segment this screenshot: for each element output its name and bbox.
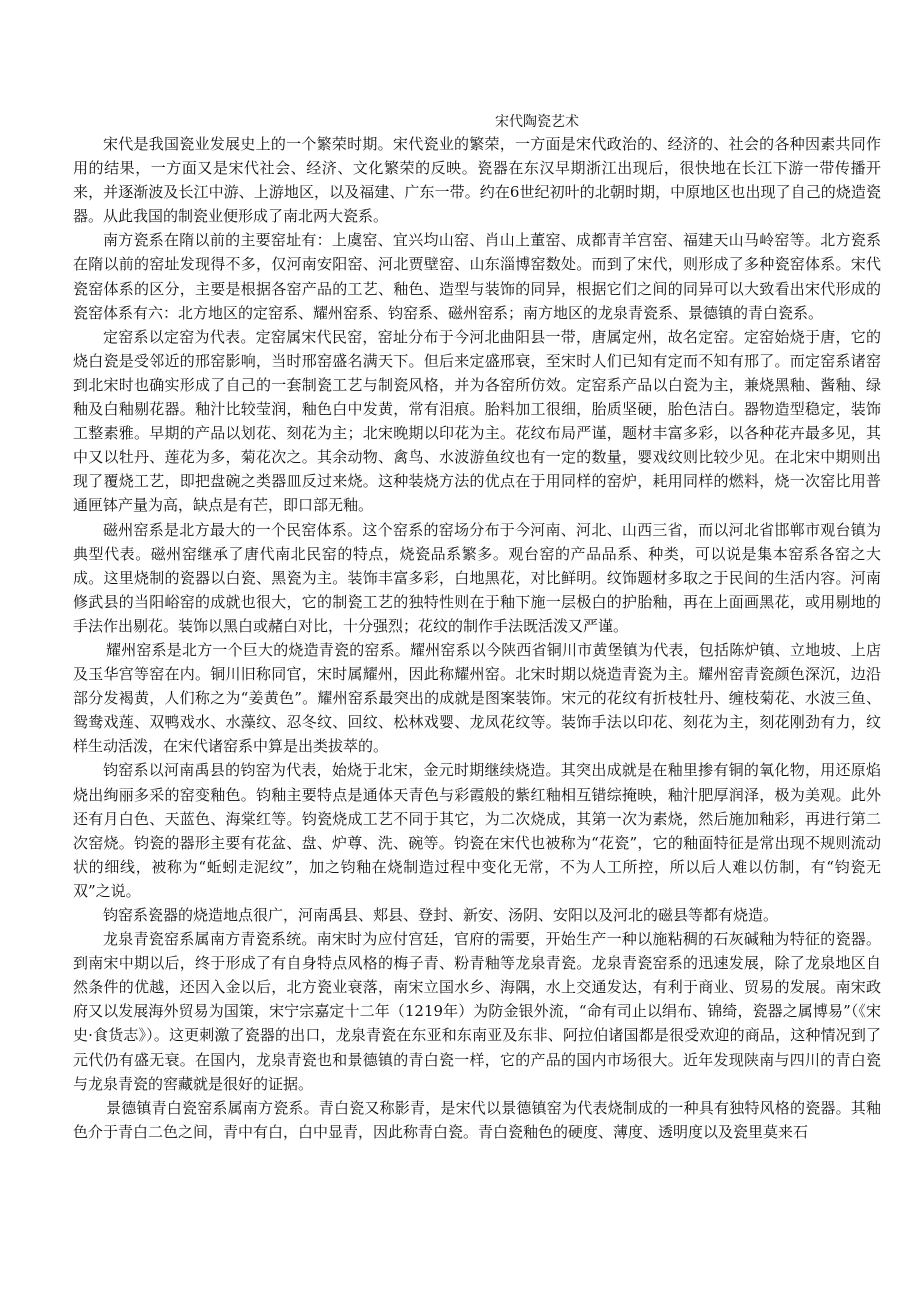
paragraph-yaozhou-kiln: 耀州窑系是北方一个巨大的烧造青瓷的窑系。耀州窑系以今陕西省铜川市黄堡镇为代表，包括陈炉镇、立地坡、上店及玉华宫等窑在内。铜川旧称同官，宋时属耀州，因此称耀州窑。北宋时期以烧造青瓷为主。耀州窑青瓷颜色深沉，边沿部分发褐黄，人们称之为“姜黄色”。耀州窑系最突出的成就是图案装饰。宋元的花纹有折枝牡丹、缠枝菊花、水波三鱼、鸳鸯戏莲、双鸭戏水、水藻纹、忍冬纹、回纹、松林戏婴、龙凤花纹等。装饰手法以印花、刻花为主，刻花刚劲有力，纹样生动活泼，在宋代诸窑系中算是出类拔萃的。 (73, 640, 881, 756)
document-title: 宋代陶瓷艺术 (495, 114, 579, 130)
paragraph-intro: 宋代是我国瓷业发展史上的一个繁荣时期。宋代瓷业的繁荣，一方面是宋代政治的、经济的、社会的各种因素共同作用的结果，一方面又是宋代社会、经济、文化繁荣的反映。瓷器在东汉早期浙江出现后，很快地在长江下游一带传播开来，并逐渐波及长江中游、上游地区，以及福建、广东一带。约在6世纪初叶的北朝时期，中原地区也出现了自己的烧造瓷器。从此我国的制瓷业便形成了南北两大瓷系。 (73, 135, 881, 226)
paragraph-cizhou-kiln: 磁州窑系是北方最大的一个民窑体系。这个窑系的窑场分布于今河南、河北、山西三省，而以河北省邯郸市观台镇为典型代表。磁州窑继承了唐代南北民窑的特点，烧瓷品系繁多。观台窑的产品品系、种类，可以说是集本窑系各窑之大成。这里烧制的瓷器以白瓷、黑瓷为主。装饰丰富多彩，白地黑花，对比鲜明。纹饰题材多取之于民间的生活内容。河南修武县的当阳峪窑的成就也很大，它的制瓷工艺的独特性则在于釉下施一层极白的护胎釉，再在上面画黑花，或用剔地的手法作出剔花。装饰以黑白或赭白对比，十分强烈；花纹的制作手法既活泼又严谨。 (73, 520, 881, 635)
document-page (73, 112, 881, 1144)
paragraph-jingdezhen-kiln: 景德镇青白瓷窑系属南方瓷系。青白瓷又称影青，是宋代以景德镇窑为代表烧制成的一种具有独特风格的瓷器。其釉色介于青白二色之间，青中有白，白中显青，因此称青白瓷。青白瓷釉色的硬度、薄度、透明度以及瓷里莫来石 (73, 1098, 881, 1141)
paragraph-jun-locations: 钧窑系瓷器的烧造地点很广，河南禹县、郏县、登封、新安、汤阴、安阳以及河北的磁县等都有烧造。 (103, 906, 779, 924)
paragraph-longquan-kiln: 龙泉青瓷窑系属南方青瓷系统。南宋时为应付宫廷，官府的需要，开始生产一种以施粘稠的石灰碱釉为特征的瓷器。到南宋中期以后，终于形成了有自身特点风格的梅子青、粉青釉等龙泉青瓷。龙泉青瓷窑系的迅速发展，除了龙泉地区自然条件的优越，还因入金以后，北方瓷业衰落，南宋立国水乡、海隅，水上交通发达，有利于商业、贸易的发展。南宋政府又以发展海外贸易为国策，宋宁宗嘉定十二年（1219年）为防金银外流，“命有司止以绢布、锦绮，瓷器之属博易”（《宋史·食货志》）。这更刺激了瓷器的出口，龙泉青瓷在东亚和东南亚及东非、阿拉伯诸国都是很受欢迎的商品，这种情况到了元代仍有盛无衰。在国内，龙泉青瓷也和景德镇的青白瓷一样，它的产品的国内市场很大。近年发现陕南与四川的青白瓷与龙泉青瓷的窖藏就是很好的证据。 (73, 930, 881, 1093)
paragraph-ding-kiln: 定窑系以定窑为代表。定窑属宋代民窑，窑址分布于今河北曲阳县一带，唐属定州，故名定窑。定窑始烧于唐，它的烧白瓷是受邻近的邢窑影响，当时邢窑盛名满天下。但后来定盛邢衰，至宋时人们已知有定而不知有邢了。而定窑系诸窑到北宋时也确实形成了自己的一套制瓷工艺与制瓷风格，并为各窑所仿效。定窑系产品以白瓷为主，兼烧黑釉、酱釉、绿釉及白釉剔花器。釉汁比较莹润，釉色白中发黄，常有泪痕。胎料加工很细，胎质坚硬，胎色洁白。器物造型稳定，装饰工整素雅。早期的产品以划花、刻花为主；北宋晚期以印花为主。花纹布局严谨，题材丰富多彩，以各种花卉最多见，其中又以牡丹、莲花为多，菊花次之。其余动物、禽鸟、水波游鱼纹也有一定的数量，婴戏纹则比较少见。在北宋中期则出现了覆烧工艺，即把盘碗之类器皿反过来烧。这种装烧方法的优点在于用同样的窑炉，耗用同样的燃料，烧一次窑比用普通匣钵产量为高，缺点是有芒，即口部无釉。 (73, 327, 881, 515)
paragraph-southern-northern-kilns: 南方瓷系在隋以前的主要窑址有：上虞窑、宜兴均山窑、肖山上董窑、成都青羊宫窑、福建天山马岭窑等。北方瓷系在隋以前的窑址发现得不多，仅河南安阳窑、河北贾壁窑、山东淄博窑数处。而到了宋代，则形成了多种瓷窑体系。宋代瓷窑体系的区分，主要是根据各窑产品的工艺、釉色、造型与装饰的同异，根据它们之间的同异可以大致看出宋代形成的瓷窑体系有六：北方地区的定窑系、耀州窑系、钧窑系、磁州窑系；南方地区的龙泉青瓷系、景德镇的青白瓷系。 (73, 231, 881, 322)
paragraph-jun-kiln: 钧窑系以河南禹县的钧窑为代表，始烧于北宋，金元时期继续烧造。其突出成就是在釉里掺有铜的氧化物，用还原焰烧出绚丽多采的窑变釉色。钧釉主要特点是通体天青色与彩霞般的紫红釉相互错综掩映，釉汁肥厚润泽，极为美观。此外还有月白色、天蓝色、海棠红等。钧瓷烧成工艺不同于其它，为二次烧成，其第一次为素烧，然后施加釉彩，再进行第二次窑烧。钧瓷的器形主要有花盆、盘、炉尊、洗、碗等。钧瓷在宋代也被称为“花瓷”，它的釉面特征是常出现不规则流动状的细线，被称为“蚯蚓走泥纹”，加之钧釉在烧制造过程中变化无常，不为人工所控，所以后人难以仿制，有“钧瓷无双”之说。 (73, 761, 881, 900)
